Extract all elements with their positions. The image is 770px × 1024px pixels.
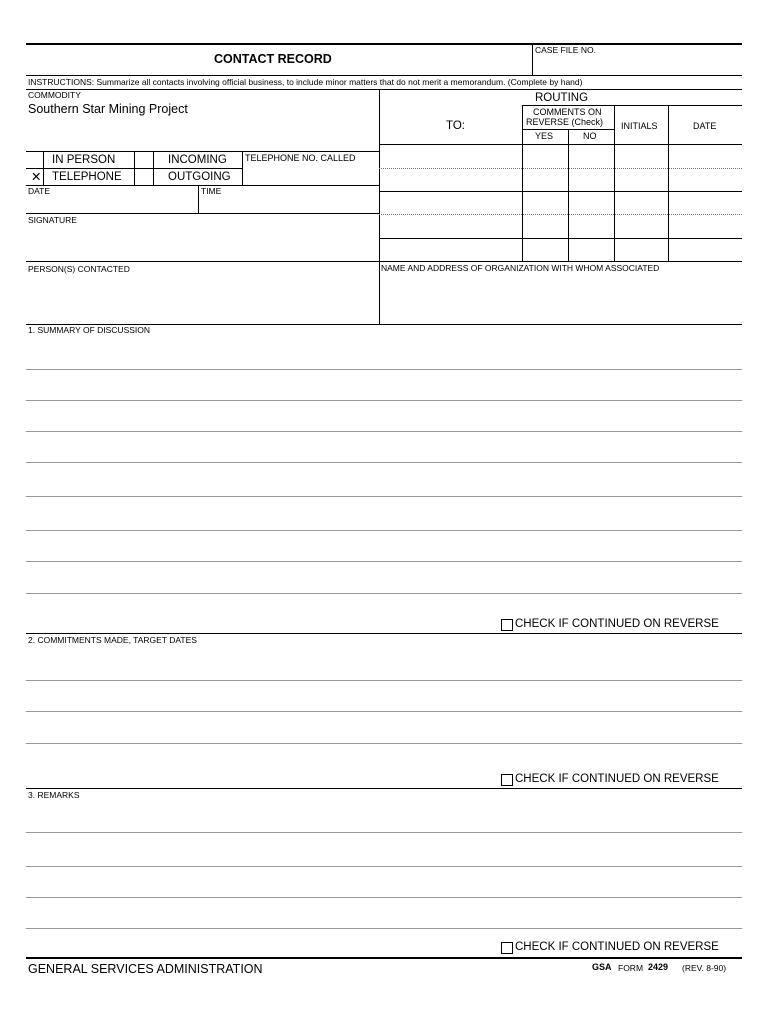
summary-line[interactable] bbox=[26, 400, 742, 401]
comments-on-label: COMMENTS ON bbox=[533, 107, 602, 117]
contact-grid-line-d bbox=[242, 151, 243, 185]
instructions-bottom-line bbox=[26, 89, 742, 90]
revision-label: (REV. 8-90) bbox=[682, 963, 727, 973]
commitments-bottom-line bbox=[26, 788, 742, 789]
date-label: DATE bbox=[28, 186, 51, 196]
case-file-input[interactable] bbox=[535, 57, 740, 73]
telephone-check-mark[interactable]: ✕ bbox=[31, 170, 42, 184]
title-bottom-line bbox=[26, 75, 742, 76]
summary-line[interactable] bbox=[26, 530, 742, 531]
remarks-line[interactable] bbox=[26, 897, 742, 898]
footer-top-line bbox=[26, 957, 742, 959]
contact-grid-mid-line bbox=[26, 168, 242, 169]
telephone-option[interactable]: TELEPHONE bbox=[52, 171, 122, 183]
summary-line[interactable] bbox=[26, 496, 742, 497]
reverse-check-label: REVERSE (Check) bbox=[526, 117, 604, 127]
routing-header-bottom bbox=[379, 144, 742, 145]
remarks-continued-label: CHECK IF CONTINUED ON REVERSE bbox=[515, 941, 719, 953]
summary-line[interactable] bbox=[26, 431, 742, 432]
commitments-line[interactable] bbox=[26, 711, 742, 712]
routing-to-label: TO: bbox=[446, 120, 465, 132]
summary-bottom-line bbox=[26, 633, 742, 634]
commodity-bottom-line bbox=[26, 151, 379, 152]
commodity-value[interactable]: Southern Star Mining Project bbox=[28, 102, 188, 116]
summary-line[interactable] bbox=[26, 369, 742, 370]
commitments-label: 2. COMMITMENTS MADE, TARGET DATES bbox=[28, 635, 197, 645]
organization-label: NAME AND ADDRESS OF ORGANIZATION WITH WHOM ASSOCIATED bbox=[381, 263, 660, 273]
case-file-divider bbox=[532, 43, 533, 75]
remarks-line[interactable] bbox=[26, 866, 742, 867]
in-person-option[interactable]: IN PERSON bbox=[52, 154, 116, 166]
main-vertical-divider bbox=[379, 89, 380, 324]
form-title: CONTACT RECORD bbox=[214, 52, 332, 66]
form-number: 2429 bbox=[648, 962, 669, 972]
persons-contacted-label: PERSON(S) CONTACTED bbox=[28, 264, 130, 274]
summary-line[interactable] bbox=[26, 593, 742, 594]
summary-label: 1. SUMMARY OF DISCUSSION bbox=[28, 325, 151, 335]
summary-line[interactable] bbox=[26, 561, 742, 562]
yes-label: YES bbox=[535, 131, 554, 141]
top-border bbox=[26, 43, 742, 45]
routing-row-line-1 bbox=[379, 168, 742, 169]
instructions-text: INSTRUCTIONS: Summarize all contacts involving official business, to include minor matters that do not merit a memorandum. (Complete by hand) bbox=[28, 77, 583, 87]
agency-name: GENERAL SERVICES ADMINISTRATION bbox=[28, 962, 263, 976]
summary-continued-label: CHECK IF CONTINUED ON REVERSE bbox=[515, 618, 719, 630]
gsa-label: GSA bbox=[592, 962, 612, 972]
form-word: FORM bbox=[618, 963, 644, 973]
no-label: NO bbox=[583, 131, 597, 141]
remarks-line[interactable] bbox=[26, 928, 742, 929]
routing-row-line-3 bbox=[379, 214, 742, 215]
telephone-no-label: TELEPHONE NO. CALLED bbox=[245, 153, 356, 163]
commitments-line[interactable] bbox=[26, 680, 742, 681]
remarks-continued-checkbox[interactable] bbox=[501, 942, 513, 954]
routing-title: ROUTING bbox=[535, 92, 589, 104]
incoming-option[interactable]: INCOMING bbox=[168, 154, 227, 166]
outgoing-option[interactable]: OUTGOING bbox=[168, 171, 231, 183]
commodity-label: COMMODITY bbox=[28, 90, 81, 100]
commitments-continued-label: CHECK IF CONTINUED ON REVERSE bbox=[515, 773, 719, 785]
case-file-label: CASE FILE NO. bbox=[535, 45, 596, 55]
summary-continued-checkbox[interactable] bbox=[501, 619, 513, 631]
date-bottom-line bbox=[26, 213, 379, 214]
date-time-divider bbox=[198, 185, 199, 213]
remarks-label: 3. REMARKS bbox=[28, 790, 80, 800]
remarks-line[interactable] bbox=[26, 832, 742, 833]
commitments-line[interactable] bbox=[26, 743, 742, 744]
commitments-continued-checkbox[interactable] bbox=[501, 774, 513, 786]
summary-line[interactable] bbox=[26, 462, 742, 463]
signature-bottom-line bbox=[26, 261, 742, 262]
routing-title-line bbox=[522, 105, 742, 106]
yes-no-divider bbox=[568, 129, 569, 262]
time-label: TIME bbox=[201, 186, 222, 196]
signature-label: SIGNATURE bbox=[28, 215, 77, 225]
routing-row-line-2 bbox=[379, 191, 742, 192]
initials-label: INITIALS bbox=[621, 121, 658, 131]
routing-row-line-4 bbox=[379, 238, 742, 239]
routing-date-label: DATE bbox=[693, 121, 717, 131]
